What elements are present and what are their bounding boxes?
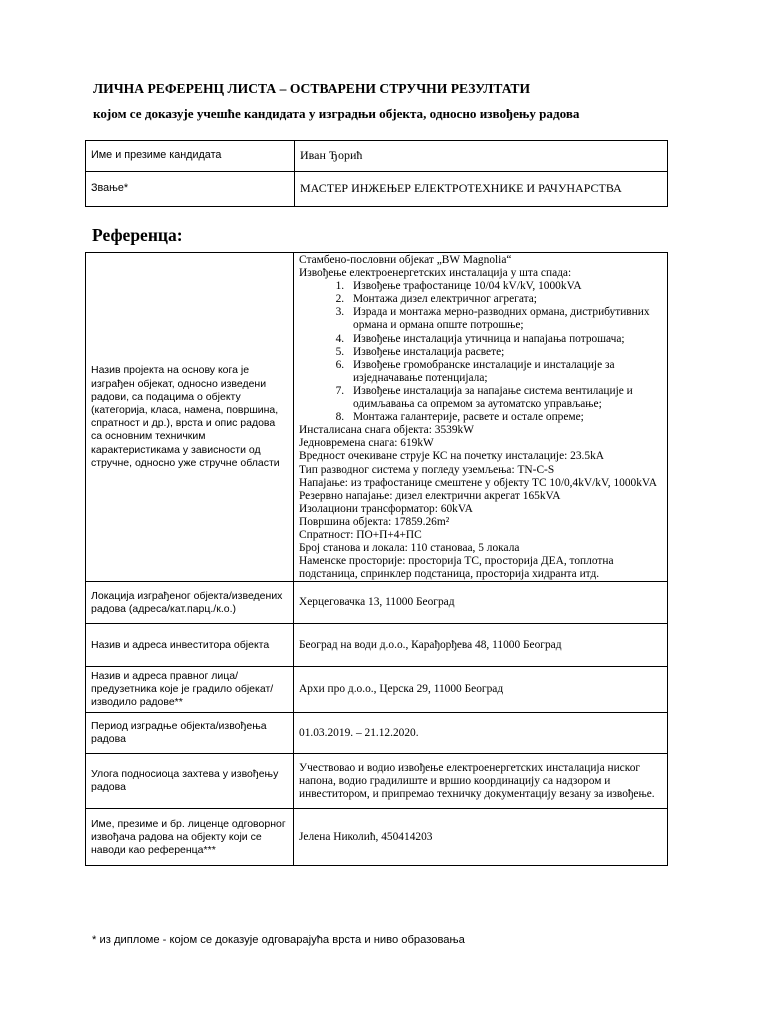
contractor-row — [86, 667, 668, 713]
candidate-name-label: Име и презиме кандидата — [86, 141, 295, 172]
location-row — [86, 582, 668, 624]
spec-line: Инсталисана снага објекта: 3539kW — [299, 424, 474, 437]
project-description — [294, 253, 668, 582]
contractor-value: Архи про д.о.о., Церска 29, 11000 Београд — [294, 667, 668, 713]
period-row — [86, 713, 668, 754]
spec-line: Изолациони трансформатор: 60kVA — [299, 502, 473, 515]
spec-line: Вредност очекиване струје КС на почетку инсталације: 23.5kA — [299, 450, 604, 463]
role-value: Учествовао и водио извођење електроенергетских инсталација ниског напона, водио градилиште и вршио координацију са надзором и инвеститором, и припремао техничку документацију везану за извођење. — [294, 754, 668, 809]
works-item: 3. Израда и монтажа мерно-разводних ормана, дистрибутивних ормана и ормана опште потрошње; — [347, 306, 663, 332]
project-title: Стамбено-пословни објекат „BW Magnolia“ — [299, 254, 512, 266]
candidate-title-value: МАСТЕР ИНЖЕЊЕР ЕЛЕКТРОТЕХНИКЕ И РАЧУНАРСТВА — [295, 172, 668, 207]
project-label: Назив пројекта на основу кога је изграђен објекат, односно изведени радови, са подацима о објекту (категорија, класа, намена, површина, спратност и др.), врста и опис радова са основним техничким карактеристикама у зависности од стручне, односно уже стручне области — [86, 253, 294, 582]
investor-value: Београд на води д.о.о., Карађорђева 48, 11000 Београд — [294, 624, 668, 667]
spec-line: Једновремена снага: 619kW — [299, 437, 434, 450]
works-list — [299, 280, 663, 424]
reference-table — [85, 252, 668, 866]
candidate-title-label: Звање* — [86, 172, 295, 207]
spec-line: Број станова и локала: 110 становаа, 5 локала — [299, 542, 520, 555]
responsible-contractor-value: Јелена Николић, 450414203 — [294, 809, 668, 866]
works-item: 1. Извођење трафостанице 10/04 kV/kV, 1000kVA — [347, 280, 663, 293]
investor-row — [86, 624, 668, 667]
works-item: 2. Монтажа дизел електричног агрегата; — [347, 293, 663, 306]
spec-line: Површина објекта: 17859.26m² — [299, 515, 450, 528]
project-row — [86, 253, 668, 582]
works-item: 5. Извођење инсталација расвете; — [347, 346, 663, 359]
responsible-contractor-label: Име, презиме и бр. лиценце одговорног извођача радова на објекту који се наводи као референца*** — [86, 809, 294, 866]
works-item: 6. Извођење громобранске инсталације и инсталације за изједначавање потенцијала; — [347, 359, 663, 385]
spec-line: Спратност: ПО+П+4+ПС — [299, 528, 422, 541]
spec-line: Наменске просторије: просторија ТС, просторија ДЕА, топлотна подстаница, спринклер подстаница, просторија хидранта итд. — [299, 555, 614, 581]
footnote: * из дипломе - којом се доказује одговарајућа врста и ниво образовања — [92, 934, 465, 946]
location-label: Локација изграђеног објекта/изведених радова (адреса/кат.парц./к.о.) — [86, 582, 294, 624]
document-title: ЛИЧНА РЕФЕРЕНЦ ЛИСТА – ОСТВАРЕНИ СТРУЧНИ РЕЗУЛТАТИ — [93, 81, 531, 96]
contractor-label: Назив и адреса правног лица/предузетника које је градило објекат/изводило радове** — [86, 667, 294, 713]
works-item: 4. Извођење инсталација утичница и напајања потрошача; — [347, 333, 663, 346]
works-item: 8. Монтажа галантерије, расвете и остале опреме; — [347, 411, 663, 424]
candidate-title-row — [86, 172, 668, 207]
period-value: 01.03.2019. – 21.12.2020. — [294, 713, 668, 754]
location-value: Херцеговачка 13, 11000 Београд — [294, 582, 668, 624]
candidate-table — [85, 140, 668, 207]
spec-line: Резервно напајање: дизел електрични акрегат 165kVA — [299, 489, 561, 502]
project-intro: Извођење електроенергетских инсталација у шта спада: — [299, 267, 572, 280]
reference-heading: Референца: — [92, 225, 183, 245]
works-item: 7. Извођење инсталација за напајање система вентилације и одимљавања са опремом за аутоматско управљање; — [347, 385, 663, 411]
investor-label: Назив и адреса инвеститора објекта — [86, 624, 294, 667]
role-row — [86, 754, 668, 809]
spec-line: Тип разводног система у погледу уземљења: TN-C-S — [299, 463, 555, 476]
document-subtitle: којом се доказује учешће кандидата у изградњи објекта, односно извођењу радова — [93, 106, 580, 121]
spec-line: Напајање: из трафостанице смештене у објекту ТС 10/0,4kV/kV, 1000kVA — [299, 476, 657, 489]
candidate-name-value: Иван Ђорић — [295, 141, 668, 172]
contractor-license-row — [86, 809, 668, 866]
candidate-name-row — [86, 141, 668, 172]
role-label: Улога подносиоца захтева у извођењу радова — [86, 754, 294, 809]
period-label: Период изградње објекта/извођења радова — [86, 713, 294, 754]
